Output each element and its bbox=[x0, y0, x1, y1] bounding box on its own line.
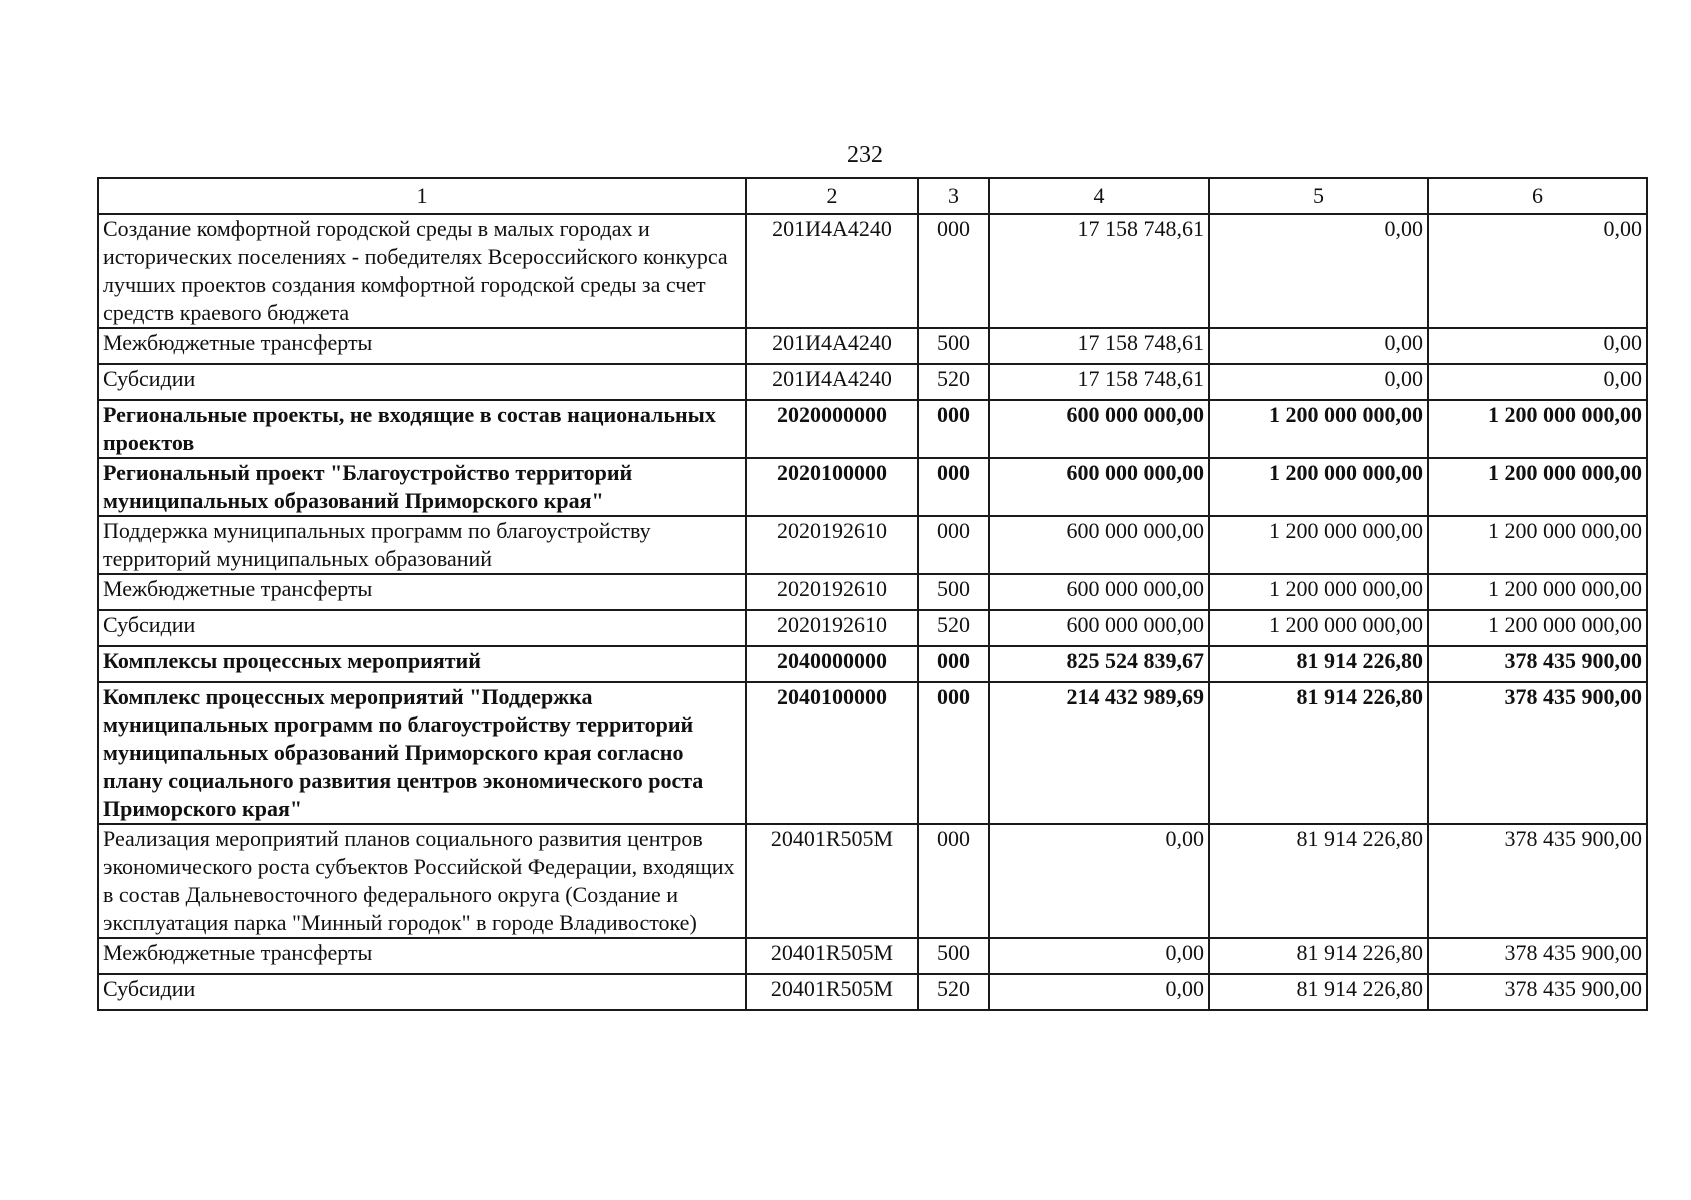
row-code: 2040000000 bbox=[746, 646, 918, 682]
table-row bbox=[98, 328, 1647, 364]
row-type: 520 bbox=[918, 364, 989, 400]
row-name: Комплексы процессных мероприятий bbox=[98, 646, 746, 682]
row-code: 2020000000 bbox=[746, 400, 918, 458]
header-col-3: 3 bbox=[918, 178, 989, 214]
row-value-3: 1 200 000 000,00 bbox=[1428, 516, 1647, 574]
row-code: 2020192610 bbox=[746, 516, 918, 574]
row-code: 2020192610 bbox=[746, 610, 918, 646]
row-value-3: 1 200 000 000,00 bbox=[1428, 574, 1647, 610]
row-value-3: 0,00 bbox=[1428, 328, 1647, 364]
row-value-2: 1 200 000 000,00 bbox=[1209, 458, 1428, 516]
table-row bbox=[98, 458, 1647, 516]
row-value-1: 17 158 748,61 bbox=[989, 364, 1209, 400]
row-code: 201И4А4240 bbox=[746, 214, 918, 328]
table-row bbox=[98, 646, 1647, 682]
row-value-1: 0,00 bbox=[989, 974, 1209, 1010]
row-type: 500 bbox=[918, 938, 989, 974]
row-value-1: 600 000 000,00 bbox=[989, 400, 1209, 458]
row-type: 520 bbox=[918, 610, 989, 646]
row-value-1: 214 432 989,69 bbox=[989, 682, 1209, 824]
row-code: 201И4А4240 bbox=[746, 364, 918, 400]
table-row bbox=[98, 214, 1647, 328]
row-value-2: 81 914 226,80 bbox=[1209, 938, 1428, 974]
row-value-2: 0,00 bbox=[1209, 364, 1428, 400]
row-type: 000 bbox=[918, 682, 989, 824]
row-value-3: 1 200 000 000,00 bbox=[1428, 458, 1647, 516]
row-name: Комплекс процессных мероприятий "Поддержка муниципальных программ по благоустройству территорий муниципальных образований Приморского края согласно плану социального развития центров экономического роста Приморского края" bbox=[98, 682, 746, 824]
table-row bbox=[98, 974, 1647, 1010]
row-value-3: 0,00 bbox=[1428, 214, 1647, 328]
row-type: 000 bbox=[918, 824, 989, 938]
row-value-3: 1 200 000 000,00 bbox=[1428, 400, 1647, 458]
table-row bbox=[98, 400, 1647, 458]
row-name: Региональные проекты, не входящие в состав национальных проектов bbox=[98, 400, 746, 458]
row-value-2: 81 914 226,80 bbox=[1209, 682, 1428, 824]
row-type: 000 bbox=[918, 400, 989, 458]
row-type: 500 bbox=[918, 328, 989, 364]
row-type: 000 bbox=[918, 214, 989, 328]
row-value-3: 0,00 bbox=[1428, 364, 1647, 400]
row-value-1: 17 158 748,61 bbox=[989, 214, 1209, 328]
row-value-3: 378 435 900,00 bbox=[1428, 974, 1647, 1010]
row-value-1: 600 000 000,00 bbox=[989, 574, 1209, 610]
row-value-3: 378 435 900,00 bbox=[1428, 682, 1647, 824]
row-name: Межбюджетные трансферты bbox=[98, 328, 746, 364]
row-code: 20401R505M bbox=[746, 938, 918, 974]
row-value-2: 1 200 000 000,00 bbox=[1209, 574, 1428, 610]
row-type: 520 bbox=[918, 974, 989, 1010]
row-value-2: 1 200 000 000,00 bbox=[1209, 516, 1428, 574]
row-value-3: 378 435 900,00 bbox=[1428, 646, 1647, 682]
page-number: 232 bbox=[847, 142, 883, 168]
table-row bbox=[98, 938, 1647, 974]
table-row bbox=[98, 824, 1647, 938]
row-name: Поддержка муниципальных программ по благоустройству территорий муниципальных образований bbox=[98, 516, 746, 574]
row-value-2: 1 200 000 000,00 bbox=[1209, 400, 1428, 458]
row-type: 000 bbox=[918, 458, 989, 516]
header-col-1: 1 bbox=[98, 178, 746, 214]
row-name: Субсидии bbox=[98, 610, 746, 646]
row-value-3: 378 435 900,00 bbox=[1428, 824, 1647, 938]
row-type: 500 bbox=[918, 574, 989, 610]
row-value-1: 600 000 000,00 bbox=[989, 516, 1209, 574]
row-name: Субсидии bbox=[98, 974, 746, 1010]
row-code: 20401R505M bbox=[746, 974, 918, 1010]
row-name: Межбюджетные трансферты bbox=[98, 574, 746, 610]
table-header bbox=[98, 178, 1647, 214]
header-col-6: 6 bbox=[1428, 178, 1647, 214]
row-value-1: 0,00 bbox=[989, 938, 1209, 974]
table-row bbox=[98, 574, 1647, 610]
row-value-3: 1 200 000 000,00 bbox=[1428, 610, 1647, 646]
row-name: Межбюджетные трансферты bbox=[98, 938, 746, 974]
row-name: Субсидии bbox=[98, 364, 746, 400]
table-row bbox=[98, 682, 1647, 824]
row-value-2: 81 914 226,80 bbox=[1209, 824, 1428, 938]
row-code: 2020100000 bbox=[746, 458, 918, 516]
row-name: Реализация мероприятий планов социального развития центров экономического роста субъектов Российской Федерации, входящих в состав Дальневосточного федерального округа (Создание и эксплуатация парка "Минный городок" в городе Владивостоке) bbox=[98, 824, 746, 938]
budget-table bbox=[97, 177, 1648, 1011]
header-col-4: 4 bbox=[989, 178, 1209, 214]
row-value-1: 0,00 bbox=[989, 824, 1209, 938]
row-name: Создание комфортной городской среды в малых городах и исторических поселениях - победителях Всероссийского конкурса лучших проектов создания комфортной городской среды за счет средств краевого бюджета bbox=[98, 214, 746, 328]
row-code: 2020192610 bbox=[746, 574, 918, 610]
header-col-2: 2 bbox=[746, 178, 918, 214]
row-value-1: 17 158 748,61 bbox=[989, 328, 1209, 364]
row-value-1: 600 000 000,00 bbox=[989, 610, 1209, 646]
table-body bbox=[98, 214, 1647, 1010]
row-value-2: 1 200 000 000,00 bbox=[1209, 610, 1428, 646]
row-name: Региональный проект "Благоустройство территорий муниципальных образований Приморского края" bbox=[98, 458, 746, 516]
row-value-2: 81 914 226,80 bbox=[1209, 974, 1428, 1010]
header-col-5: 5 bbox=[1209, 178, 1428, 214]
row-code: 2040100000 bbox=[746, 682, 918, 824]
row-code: 20401R505M bbox=[746, 824, 918, 938]
row-type: 000 bbox=[918, 646, 989, 682]
row-code: 201И4А4240 bbox=[746, 328, 918, 364]
row-value-1: 600 000 000,00 bbox=[989, 458, 1209, 516]
table-row bbox=[98, 364, 1647, 400]
row-value-2: 0,00 bbox=[1209, 214, 1428, 328]
row-value-2: 81 914 226,80 bbox=[1209, 646, 1428, 682]
table-row bbox=[98, 516, 1647, 574]
row-value-2: 0,00 bbox=[1209, 328, 1428, 364]
header-row bbox=[98, 178, 1647, 214]
row-value-3: 378 435 900,00 bbox=[1428, 938, 1647, 974]
table-row bbox=[98, 610, 1647, 646]
row-value-1: 825 524 839,67 bbox=[989, 646, 1209, 682]
row-type: 000 bbox=[918, 516, 989, 574]
